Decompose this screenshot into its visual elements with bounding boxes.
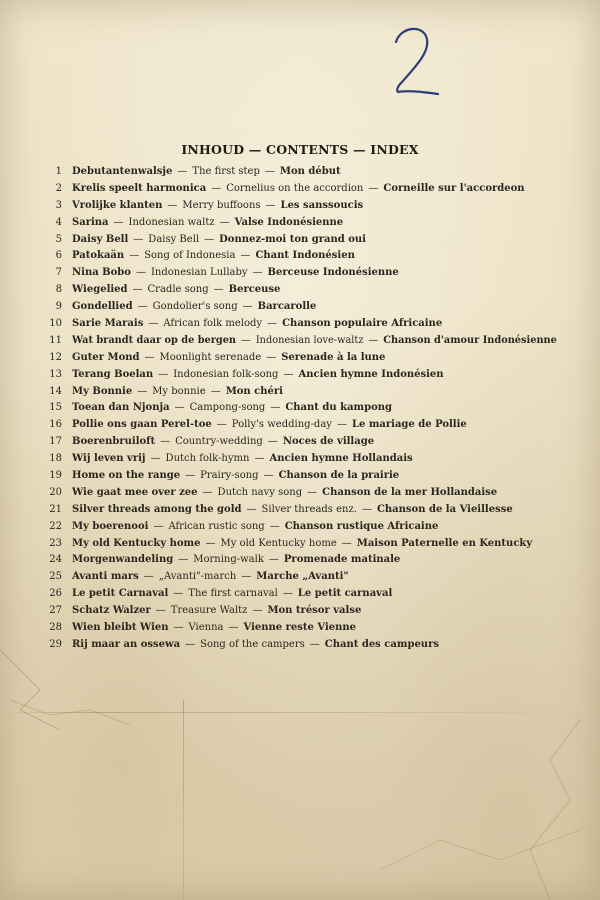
entry-title-french: Les sanssoucis — [280, 199, 364, 211]
entry-titles — [72, 603, 361, 620]
entry-title-french: Berceuse Indonésienne — [267, 267, 399, 279]
contents-entry — [36, 350, 556, 367]
entry-separator: — — [216, 419, 227, 431]
entry-titles — [72, 316, 442, 333]
entry-title-english: My bonnie — [152, 385, 206, 397]
entry-titles — [72, 620, 356, 637]
entry-title-english: The first step — [192, 166, 260, 177]
entry-separator: — — [137, 301, 148, 313]
entry-number: 27 — [49, 605, 62, 617]
entry-title-dutch: Home on the range — [72, 470, 181, 482]
entry-title-english: Song of Indonesia — [144, 250, 236, 262]
entry-title-english: Indonesian love-waltz — [255, 334, 364, 346]
entry-number: 28 — [49, 622, 62, 634]
entry-titles — [72, 198, 363, 215]
contents-entry — [36, 519, 556, 536]
entry-separator: — — [143, 571, 154, 583]
entry-titles — [72, 282, 280, 299]
entry-separator: — — [148, 318, 159, 330]
entry-titles — [72, 586, 392, 603]
entry-separator: — — [113, 216, 124, 228]
entry-separator: — — [210, 385, 221, 397]
entry-title-english: Song of the campers — [200, 638, 305, 650]
entry-title-english: Gondolier's song — [152, 301, 238, 313]
entry-title-english: Indonesian folk-song — [173, 368, 279, 380]
entry-title-french: Maison Paternelle en Kentucky — [356, 537, 533, 549]
entry-title-dutch: Boerenbruiloft — [72, 436, 156, 448]
contents-entry — [36, 384, 556, 401]
entry-separator: — — [269, 520, 280, 532]
entry-separator: — — [213, 284, 224, 296]
entry-titles — [72, 434, 374, 451]
entry-separator: — — [264, 166, 275, 177]
entry-separator: — — [173, 622, 184, 634]
entry-separator: — — [173, 588, 184, 600]
entry-title-dutch: Daisy Bell — [72, 233, 129, 245]
handwritten-page-number — [386, 20, 446, 100]
entry-titles — [72, 637, 439, 654]
contents-entry — [36, 468, 556, 485]
contents-entry — [36, 603, 556, 620]
entry-separator: — — [205, 537, 216, 549]
entry-number: 10 — [49, 318, 62, 330]
entry-title-english: Polly's wedding-day — [231, 419, 332, 431]
entry-title-french: Chanson populaire Africaine — [282, 318, 443, 330]
entry-titles — [72, 164, 341, 181]
entry-title-french: Barcarolle — [257, 301, 317, 313]
entry-number: 4 — [55, 216, 62, 228]
entry-number: 6 — [55, 250, 62, 262]
entry-title-dutch: Le petit Carnaval — [72, 588, 169, 600]
contents-entry — [36, 367, 556, 384]
entry-title-english: Cradle song — [147, 284, 209, 296]
entry-title-english: Silver threads enz. — [261, 503, 357, 515]
entry-number: 9 — [55, 301, 62, 313]
entry-separator: — — [265, 199, 276, 211]
entry-title-french: Donnez-moi ton grand oui — [219, 233, 366, 245]
contents-entry — [36, 417, 556, 434]
entry-separator: — — [266, 351, 277, 363]
entry-titles — [72, 417, 467, 434]
entry-separator: — — [228, 622, 239, 634]
contents-entry — [36, 434, 556, 451]
entry-separator: — — [178, 554, 189, 566]
entry-title-french: Promenade matinale — [283, 554, 401, 566]
entry-number: 8 — [55, 284, 62, 296]
entry-title-dutch: Avanti mars — [72, 571, 139, 583]
contents-entry — [36, 265, 556, 282]
entry-separator: — — [307, 486, 318, 498]
entry-title-dutch: Patokaän — [72, 250, 125, 262]
entry-titles — [72, 485, 497, 502]
entry-title-dutch: Debutantenwalsje — [72, 166, 173, 177]
entry-separator: — — [144, 351, 155, 363]
entry-title-dutch: Terang Boelan — [72, 368, 154, 380]
handwritten-two-icon — [386, 20, 446, 100]
entry-separator: — — [240, 250, 251, 262]
entry-titles — [72, 502, 513, 519]
entry-separator: — — [268, 554, 279, 566]
entry-separator: — — [202, 486, 213, 498]
entry-title-english: Merry buffoons — [182, 199, 261, 211]
entry-titles — [72, 519, 438, 536]
entry-separator: — — [137, 385, 148, 397]
paper-crease — [183, 700, 184, 900]
entry-separator: — — [153, 520, 164, 532]
entry-number: 16 — [49, 419, 62, 431]
entry-separator: — — [254, 453, 265, 465]
entry-title-english: Country-wedding — [175, 436, 263, 448]
entry-number: 17 — [49, 436, 62, 448]
contents-title: INHOUD — CONTENTS — INDEX — [181, 142, 419, 157]
entry-number: 7 — [55, 267, 62, 279]
entry-number: 26 — [49, 588, 62, 600]
entry-title-french: Ancien hymne Hollandais — [269, 453, 413, 465]
contents-entry — [36, 620, 556, 637]
entry-separator: — — [132, 284, 143, 296]
contents-entry — [36, 586, 556, 603]
entry-number: 22 — [49, 520, 62, 532]
entry-separator: — — [155, 605, 166, 617]
entry-title-dutch: Schatz Walzer — [72, 605, 151, 617]
entry-titles — [72, 536, 532, 553]
entry-title-french: Berceuse — [228, 284, 281, 296]
entry-separator: — — [270, 402, 281, 414]
entry-title-english: Cornelius on the accordion — [226, 182, 364, 194]
contents-entry — [36, 552, 556, 569]
entry-title-dutch: Rij maar an ossewa — [72, 638, 181, 650]
entry-separator: — — [246, 503, 257, 515]
entry-number: 23 — [49, 537, 62, 549]
entry-title-french: Chant Indonésien — [255, 250, 355, 262]
contents-entry — [36, 451, 556, 468]
contents-entry — [36, 502, 556, 519]
entry-separator: — — [282, 588, 293, 600]
entry-title-dutch: Wat brandt daar op de bergen — [72, 334, 237, 346]
contents-entry — [36, 536, 556, 553]
entry-title-french: Chanson de la Vieillesse — [376, 503, 513, 515]
entry-number: 5 — [55, 233, 62, 245]
entry-separator: — — [252, 605, 263, 617]
entry-separator: — — [211, 182, 222, 194]
entry-title-dutch: Wij leven vrij — [72, 453, 146, 465]
entry-titles — [72, 232, 366, 249]
entry-title-english: Treasure Waltz — [170, 605, 248, 617]
entry-number: 14 — [49, 385, 62, 397]
paper-wrinkle — [380, 720, 600, 900]
entry-separator: — — [174, 402, 185, 414]
contents-entry — [36, 485, 556, 502]
entry-separator: — — [242, 301, 253, 313]
entry-separator: — — [341, 537, 352, 549]
entry-title-english: Vienna — [188, 622, 224, 634]
entry-title-french: Chanson rustique Africaine — [284, 520, 439, 532]
entry-title-english: Dutch navy song — [217, 486, 303, 498]
entry-title-dutch: Guter Mond — [72, 351, 140, 363]
entry-title-dutch: Sarina — [72, 216, 109, 228]
entry-number: 15 — [49, 402, 62, 414]
entry-title-french: Corneille sur l'accordeon — [383, 182, 525, 194]
entry-title-french: Mon chéri — [225, 385, 283, 397]
entry-title-english: Prairy-song — [200, 470, 259, 482]
entry-separator: — — [185, 470, 196, 482]
entry-titles — [72, 569, 349, 586]
entry-title-dutch: My boerenooi — [72, 520, 149, 532]
entry-separator: — — [219, 216, 230, 228]
entry-separator: — — [252, 267, 263, 279]
contents-entry — [36, 316, 556, 333]
contents-entry — [36, 333, 556, 350]
entry-title-english: African rustic song — [168, 520, 265, 532]
entry-titles — [72, 384, 283, 401]
paper-crease — [0, 712, 600, 713]
entry-title-dutch: My old Kentucky home — [72, 537, 201, 549]
entry-title-dutch: My Bonnie — [72, 385, 133, 397]
entry-separator: — — [135, 267, 146, 279]
contents-entry — [36, 215, 556, 232]
entry-separator: — — [361, 503, 372, 515]
contents-entry — [36, 400, 556, 417]
entry-separator: — — [158, 368, 169, 380]
entry-title-french: Marche „Avanti" — [256, 571, 349, 583]
entry-separator: — — [177, 166, 188, 177]
entry-title-french: Noces de village — [282, 436, 375, 448]
entry-title-english: African folk melody — [163, 318, 263, 330]
entry-separator: — — [267, 436, 278, 448]
entry-title-dutch: Nina Bobo — [72, 267, 131, 279]
entry-number: 1 — [55, 166, 62, 177]
entry-separator: — — [185, 638, 196, 650]
entry-titles — [72, 299, 316, 316]
entry-titles — [72, 400, 392, 417]
contents-entry — [36, 164, 556, 181]
entry-titles — [72, 248, 355, 265]
contents-entry — [36, 248, 556, 265]
entry-number: 19 — [49, 470, 62, 482]
entry-number: 13 — [49, 368, 62, 380]
entry-title-english: Moonlight serenade — [159, 351, 262, 363]
entry-title-french: Chanson de la mer Hollandaise — [322, 486, 498, 498]
entry-number: 3 — [55, 199, 62, 211]
entry-title-french: Mon trésor valse — [267, 605, 362, 617]
entry-title-dutch: Silver threads among the gold — [72, 503, 242, 515]
entry-titles — [72, 350, 385, 367]
entry-title-dutch: Morgenwandeling — [72, 554, 174, 566]
entry-title-english: Morning-walk — [193, 554, 264, 566]
entry-title-english: „Avanti"-march — [158, 571, 237, 583]
entry-separator: — — [133, 233, 144, 245]
entry-title-dutch: Wie gaat mee over zee — [72, 486, 198, 498]
entry-title-dutch: Gondellied — [72, 301, 133, 313]
entry-titles — [72, 451, 413, 468]
entry-title-french: Le petit carnaval — [297, 588, 393, 600]
entry-title-english: Daisy Bell — [148, 233, 200, 245]
contents-entry — [36, 299, 556, 316]
entry-number: 21 — [49, 503, 62, 515]
entry-number: 18 — [49, 453, 62, 465]
entry-title-english: The first carnaval — [188, 588, 278, 600]
entry-title-dutch: Vrolijke klanten — [72, 199, 163, 211]
entry-title-french: Chanson de la prairie — [278, 470, 400, 482]
entry-title-french: Serenade à la lune — [281, 351, 386, 363]
entry-number: 29 — [49, 638, 62, 650]
entry-separator: — — [309, 638, 320, 650]
contents-list — [36, 164, 556, 654]
entry-titles — [72, 367, 444, 384]
entry-number: 12 — [49, 351, 62, 363]
entry-separator: — — [283, 368, 294, 380]
entry-title-french: Mon début — [279, 166, 341, 177]
entry-title-dutch: Pollie ons gaan Perel-toe — [72, 419, 212, 431]
entry-title-english: Indonesian waltz — [128, 216, 215, 228]
entry-separator: — — [241, 334, 251, 346]
entry-titles — [72, 181, 525, 198]
entry-separator: — — [368, 182, 379, 194]
entry-title-french: Chant des campeurs — [324, 638, 439, 650]
entry-title-dutch: Toean dan Njonja — [72, 402, 170, 414]
entry-title-french: Chant du kampong — [285, 402, 393, 414]
entry-separator: — — [336, 419, 347, 431]
entry-title-dutch: Wiegelied — [72, 284, 128, 296]
entry-separator: — — [368, 334, 379, 346]
entry-title-french: Vienne reste Vienne — [243, 622, 357, 634]
entry-separator: — — [160, 436, 171, 448]
entry-titles — [72, 215, 343, 232]
entry-titles — [72, 265, 399, 282]
entry-number: 11 — [49, 334, 62, 346]
entry-title-dutch: Wien bleibt Wien — [72, 622, 169, 634]
entry-title-french: Le mariage de Pollie — [351, 419, 467, 431]
entry-title-english: Dutch folk-hymn — [165, 453, 250, 465]
paper-wrinkle — [0, 640, 140, 760]
entry-separator: — — [129, 250, 140, 262]
entry-number: 20 — [49, 486, 62, 498]
entry-separator: — — [204, 233, 215, 245]
entry-separator: — — [150, 453, 161, 465]
entry-separator: — — [267, 318, 278, 330]
entry-title-english: My old Kentucky home — [220, 537, 337, 549]
contents-entry — [36, 232, 556, 249]
entry-title-french: Ancien hymne Indonésien — [298, 368, 444, 380]
contents-entry — [36, 282, 556, 299]
contents-entry — [36, 569, 556, 586]
entry-number: 2 — [55, 182, 62, 194]
entry-title-french: Chanson d'amour Indonésienne — [383, 334, 557, 346]
entry-title-french: Valse Indonésienne — [234, 216, 344, 228]
entry-number: 25 — [49, 571, 62, 583]
entry-title-dutch: Krelis speelt harmonica — [72, 182, 207, 194]
entry-separator: — — [263, 470, 274, 482]
contents-entry — [36, 198, 556, 215]
entry-titles — [72, 468, 399, 485]
entry-separator: — — [167, 199, 178, 211]
entry-title-dutch: Sarie Marais — [72, 318, 144, 330]
entry-title-english: Indonesian Lullaby — [150, 267, 248, 279]
entry-title-english: Campong-song — [189, 402, 266, 414]
entry-number: 24 — [49, 554, 62, 566]
entry-titles — [72, 333, 557, 350]
contents-entry — [36, 181, 556, 198]
entry-separator: — — [241, 571, 252, 583]
contents-entry — [36, 637, 556, 654]
entry-titles — [72, 552, 400, 569]
